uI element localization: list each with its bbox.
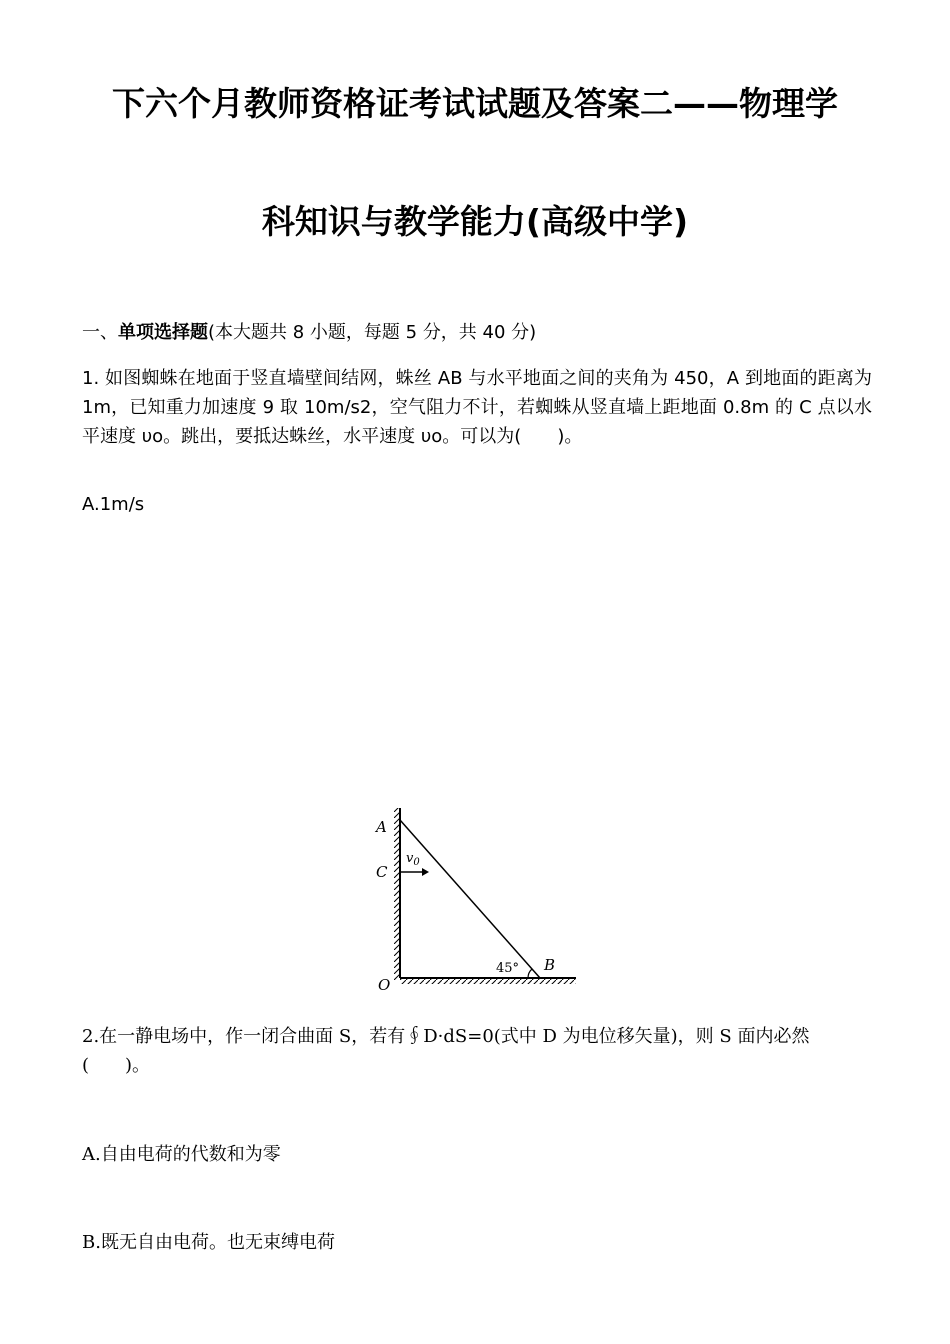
spider-web-figure <box>370 800 590 996</box>
section-title: 单项选择题 <box>118 322 208 343</box>
label-velocity <box>406 851 420 868</box>
figure-diagram <box>370 800 590 996</box>
document-title-line-2: 科知识与教学能力(高级中学) <box>261 202 689 241</box>
question-1-text: 1. 如图蜘蛛在地面于竖直墙壁间结网，蛛丝 AB 与水平地面之间的夹角为 450，A 到地面的距离为 1m，已知重力加速度 9 取 10m/s2，空气阻力不计，若蜘蛛从竖直墙上距地面 0.8m 的 C 点以水平速度 υo。跳出，要抵达蛛丝，水平速度 υo。可以为( )。 <box>82 368 872 447</box>
angle-arc <box>528 969 532 978</box>
section-prefix: 一、 <box>82 322 118 343</box>
velocity-arrow-head <box>422 868 429 876</box>
document-title-line-1: 下六个月教师资格证考试试题及答案二——物理学 <box>112 84 838 123</box>
section-description: (本大题共 8 小题，每题 5 分，共 40 分) <box>208 322 537 343</box>
angle-label: 45° <box>496 961 520 976</box>
question-2-text: 2.在一静电场中，作一闭合曲面 S，若有∮D·dS=0(式中 D 为电位移矢量)，则 S 面内必然( )。 <box>82 1026 810 1076</box>
label-a: A <box>376 818 387 836</box>
label-velocity-sub: 0 <box>413 857 420 868</box>
question-2-option-a: A.自由电荷的代数和为零 <box>82 1144 281 1165</box>
section-heading <box>82 318 536 344</box>
web-line-ab <box>400 820 540 978</box>
question-2-option-b: B.既无自由电荷。也无束缚电荷 <box>82 1232 335 1253</box>
label-b: B <box>544 956 556 974</box>
label-o: O <box>378 976 391 994</box>
question-1-option-a: A.1m/s <box>82 494 145 515</box>
label-velocity-v: v <box>406 851 414 866</box>
label-c: C <box>376 863 388 881</box>
